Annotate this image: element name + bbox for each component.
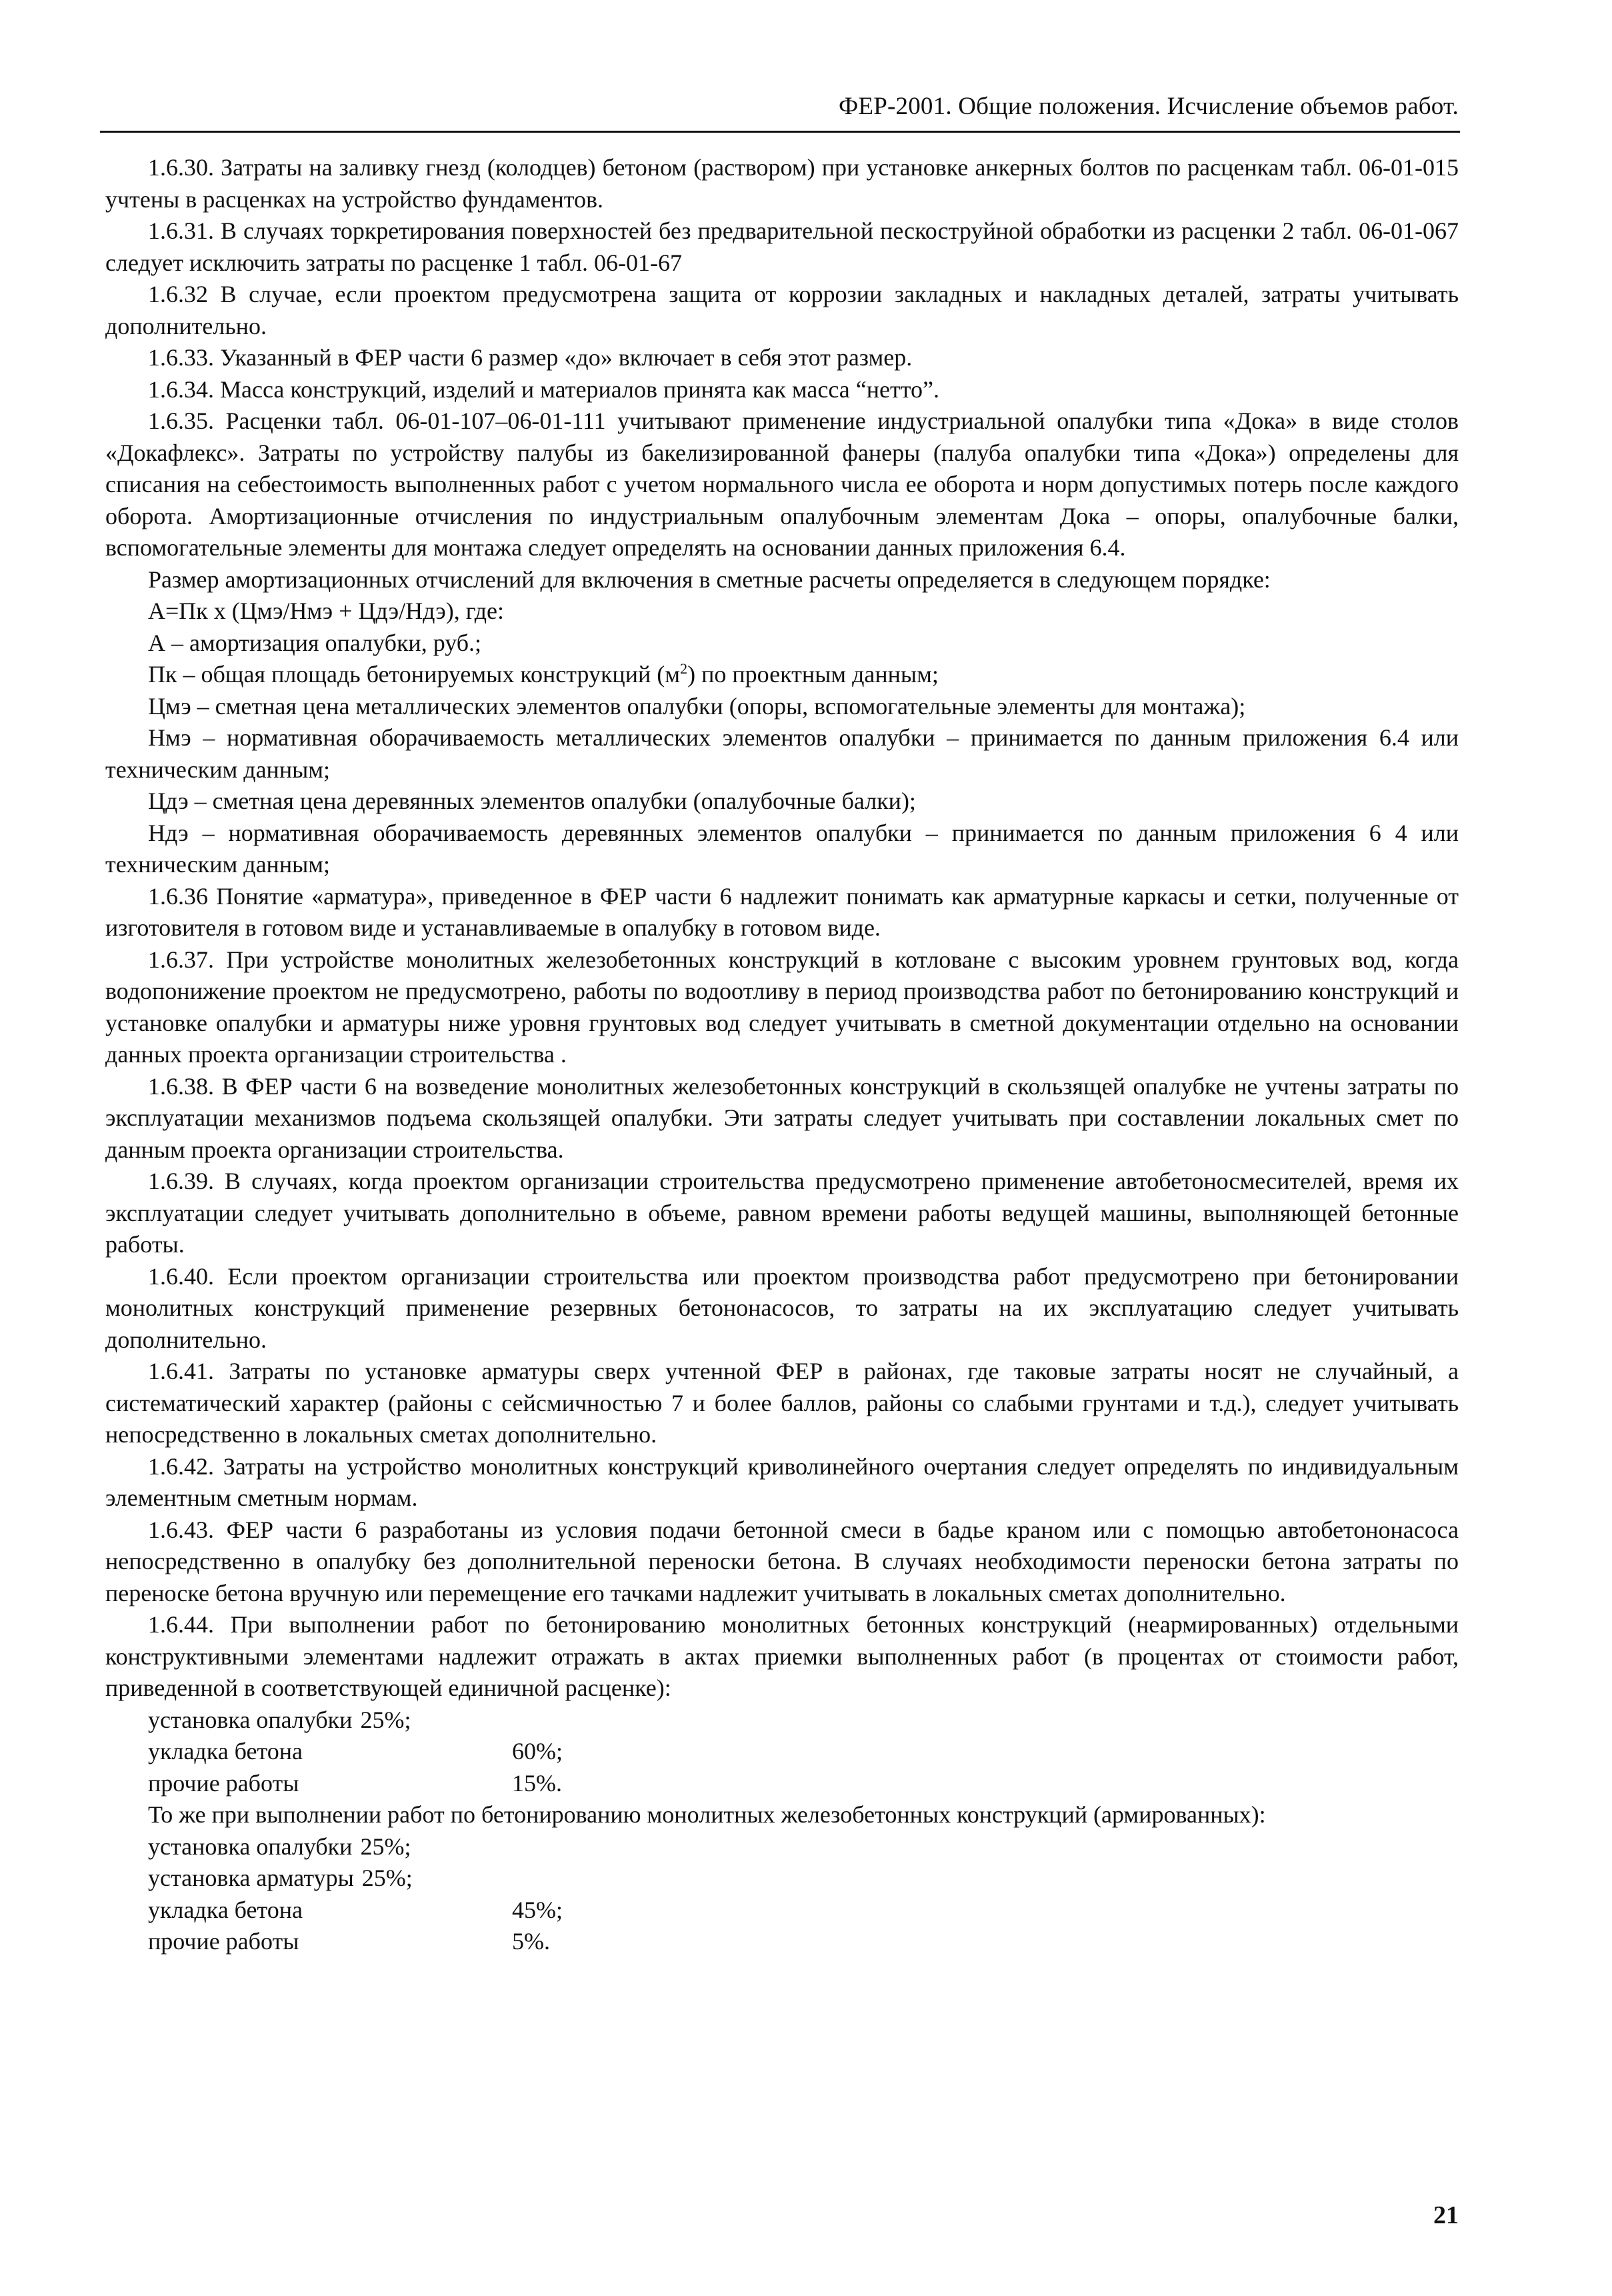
paragraph-1-6-34: 1.6.34. Масса конструкций, изделий и материалов принята как масса “нетто”. — [148, 375, 939, 403]
running-header: ФЕР-2001. Общие положения. Исчисление объемов работ. — [839, 93, 1459, 120]
paragraph-amortization-order: Размер амортизационных отчислений для включения в сметные расчеты определяется в следующем порядке: — [148, 565, 1271, 593]
page-number: 21 — [1433, 2201, 1459, 2229]
reinforced-row — [105, 1926, 1459, 1958]
unreinforced-value: 15%. — [512, 1769, 562, 1797]
paragraph-1-6-39: 1.6.39. В случаях, когда проектом организации строительства предусмотрено применение автобетоносмесителей, время их эксплуатации следует учитывать дополнительно в объеме, равном времени работы ведущей машины, выполняющей бетонные работы. — [105, 1168, 1459, 1258]
formula-term-pk-tail: ) по проектным данным; — [687, 661, 939, 688]
paragraph-1-6-37: 1.6.37. При устройстве монолитных железобетонных конструкций в котловане с высоким уровнем грунтовых вод, когда водопонижение проектом не предусмотрено, работы по водоотливу в период производства работ по бетонированию конструкций и установке опалубки и арматуры ниже уровня грунтовых вод следует учитывать в сметной документации отдельно на основании данных проекта организации строительства . — [105, 946, 1459, 1068]
formula-term-tsme: Цмэ – сметная цена металлических элементов опалубки (опоры, вспомогательные элементы для монтажа); — [148, 692, 1246, 720]
reinforced-label: установка опалубки — [148, 1833, 353, 1860]
formula-term-pk — [105, 659, 1459, 691]
paragraph-1-6-41: 1.6.41. Затраты по установке арматуры сверх учтенной ФЕР в районах, где таковые затраты носят не случайный, а систематический характер (районы с сейсмичностью 7 и более баллов, районы со слабыми грунтами и т.д.), следует учитывать непосредственно в локальных сметах дополнительно. — [105, 1358, 1459, 1448]
paragraph-1-6-30: 1.6.30. Затраты на заливку гнезд (колодцев) бетоном (раствором) при установке анкерных болтов по расценкам табл. 06-01-015 учтены в расценках на устройство фундаментов. — [105, 154, 1459, 213]
reinforced-intro: То же при выполнении работ по бетонированию монолитных железобетонных конструкций (армированных): — [148, 1801, 1266, 1828]
reinforced-row — [105, 1831, 1459, 1863]
reinforced-value: 5%. — [512, 1928, 550, 1955]
reinforced-label: установка арматуры — [148, 1865, 354, 1891]
unreinforced-value: 60%; — [512, 1738, 563, 1765]
unreinforced-row — [105, 1736, 1459, 1768]
reinforced-label: прочие работы — [148, 1928, 299, 1955]
unreinforced-label: установка опалубки — [148, 1706, 353, 1733]
paragraph-1-6-36: 1.6.36 Понятие «арматура», приведенное в ФЕР части 6 надлежит понимать как арматурные каркасы и сетки, полученные от изготовителя в готовом виде и устанавливаемые в опалубку в готовом виде. — [105, 882, 1459, 941]
unreinforced-label: укладка бетона — [148, 1738, 303, 1765]
formula-term-nde: Ндэ – нормативная оборачиваемость деревянных элементов опалубки – принимается по данным приложения 6 4 или техническим данным; — [105, 819, 1459, 878]
reinforced-value: 25%; — [360, 1833, 411, 1860]
formula-term-nme: Нмэ – нормативная оборачиваемость металлических элементов опалубки – принимается по данным приложения 6.4 или техническим данным; — [105, 724, 1459, 783]
paragraph-1-6-43: 1.6.43. ФЕР части 6 разработаны из условия подачи бетонной смеси в бадье краном или с помощью автобетононасоса непосредственно в опалубку без дополнительной переноски бетона. В случаях необходимости переноски бетона затраты по переноске бетона вручную или перемещение его тачками надлежит учитывать в локальных сметах дополнительно. — [105, 1516, 1459, 1606]
paragraph-1-6-35: 1.6.35. Расценки табл. 06-01-107–06-01-111 учитывают применение индустриальной опалубки типа «Дока» в виде столов «Докафлекс». Затраты по устройству палубы из бакелизированной фанеры (палуба опалубки типа «Дока») определены для списания на себестоимость выполненных работ с учетом нормального числа ее оборота и норм допустимых потерь после каждого оборота. Амортизационные отчисления по индустриальным опалубочным элементам Дока – опоры, опалубочные балки, вспомогательные элементы для монтажа следует определять на основании данных приложения 6.4. — [105, 407, 1459, 561]
unreinforced-value: 25%; — [360, 1706, 411, 1733]
area-unit-exponent: 2 — [680, 660, 688, 677]
formula-term-a: А – амортизация опалубки, руб.; — [148, 629, 482, 656]
paragraph-1-6-44: 1.6.44. При выполнении работ по бетонированию монолитных бетонных конструкций (неармированных) отдельными конструктивными элементами надлежит отражать в актах приемки выполненных работ (в процентах от стоимости работ, приведенной в соответствующей единичной расценке): — [105, 1611, 1459, 1701]
body-text — [105, 152, 1459, 1958]
reinforced-row — [105, 1863, 1459, 1895]
unreinforced-row — [105, 1704, 1459, 1737]
unreinforced-label: прочие работы — [148, 1769, 299, 1797]
formula-term-tsde: Цдэ – сметная цена деревянных элементов опалубки (опалубочные балки); — [148, 788, 916, 814]
reinforced-value: 45%; — [512, 1896, 563, 1923]
paragraph-1-6-42: 1.6.42. Затраты на устройство монолитных конструкций криволинейного очертания следует определять по индивидуальным элементным сметным нормам. — [105, 1452, 1459, 1511]
paragraph-1-6-33: 1.6.33. Указанный в ФЕР части 6 размер «до» включает в себя этот размер. — [148, 344, 913, 371]
paragraph-1-6-40: 1.6.40. Если проектом организации строительства или проектом производства работ предусмотрено при бетонировании монолитных конструкций применение резервных бетононасосов, то затраты на их эксплуатацию следует учитывать дополнительно. — [105, 1262, 1459, 1353]
reinforced-value: 25%; — [361, 1865, 413, 1891]
reinforced-label: укладка бетона — [148, 1896, 303, 1923]
unreinforced-row — [105, 1768, 1459, 1800]
header-rule — [100, 131, 1460, 133]
formula-equation: А=Пк х (Цмэ/Нмэ + Цдэ/Ндэ), где: — [148, 598, 505, 624]
reinforced-row — [105, 1895, 1459, 1927]
paragraph-1-6-32: 1.6.32 В случае, если проектом предусмотрена защита от коррозии закладных и накладных деталей, затраты учитывать дополнительно. — [105, 281, 1459, 339]
paragraph-1-6-31: 1.6.31. В случаях торкретирования поверхностей без предварительной пескоструйной обработки из расценки 2 табл. 06-01-067 следует исключить затраты по расценке 1 табл. 06-01-67 — [105, 217, 1459, 276]
paragraph-1-6-38: 1.6.38. В ФЕР части 6 на возведение монолитных железобетонных конструкций в скользящей опалубке не учтены затраты по эксплуатации механизмов подъема скользящей опалубки. Эти затраты следует учитывать при составлении локальных смет по данным проекта организации строительства. — [105, 1072, 1459, 1163]
formula-term-pk-text: Пк – общая площадь бетонируемых конструкций (м — [148, 661, 680, 688]
